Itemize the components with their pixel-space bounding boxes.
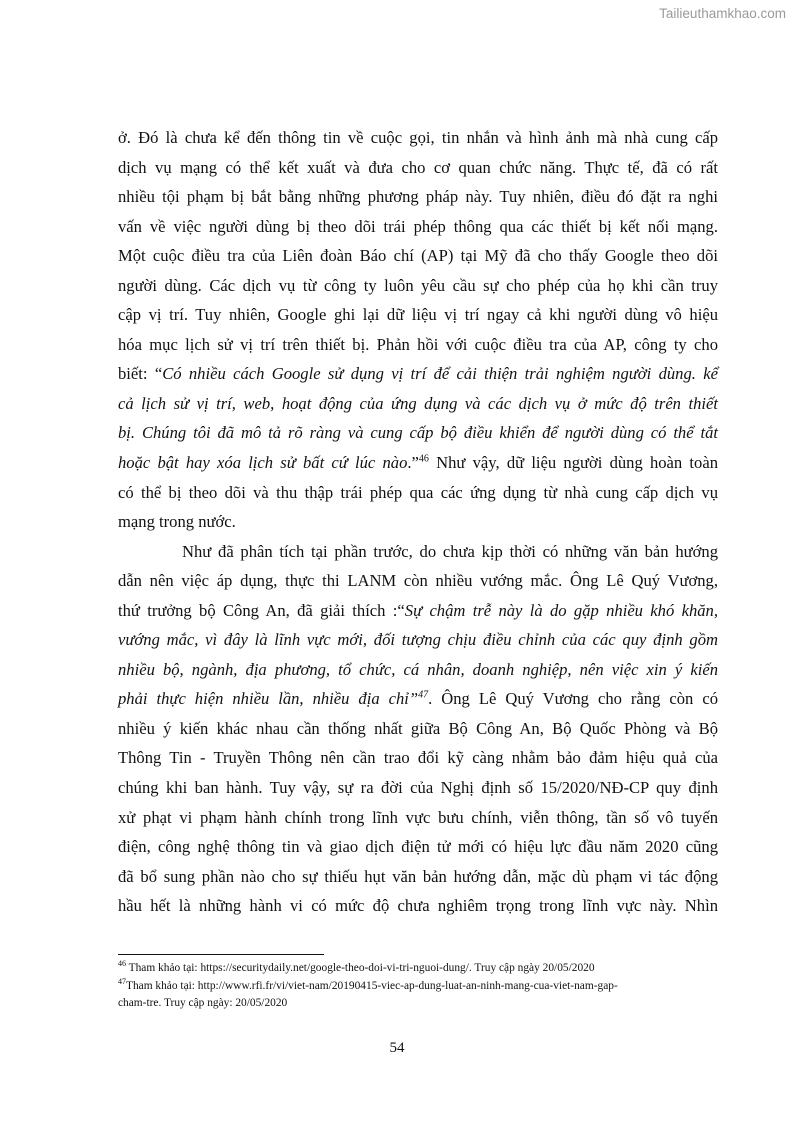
text-line: điện, công nghệ thông tin và giao dịch điện tử mới có hiệu lực đầu năm 2020 cũng — [118, 837, 718, 857]
text-line: ở. Đó là chưa kể đến thông tin về cuộc gọi, tin nhắn và hình ảnh mà nhà cung cấp — [118, 128, 718, 147]
footnote-number: 46 — [118, 959, 126, 969]
text-line: dẫn nên việc áp dụng, thực thi LANM còn nhiều vướng mắc. Ông Lê Quý Vương, — [118, 571, 718, 591]
text-line — [118, 359, 718, 389]
text-run: thứ trưởng bộ Công An, đã giải thích :“ — [118, 600, 405, 620]
text-run: .” — [407, 453, 419, 473]
text-run: biết: “ — [118, 364, 163, 384]
footnote-text: Tham khảo tại: http://www.rfi.fr/vi/viet-nam/20190415-viec-ap-dung-luat-an-ninh-mang-cua-viet-nam-gap- — [126, 979, 618, 992]
quoted-text-line: vướng mắc, vì đây là lĩnh vực mới, đối tượng chịu điều chỉnh của các quy định gồm — [118, 630, 718, 650]
text-line: nhiều tội phạm bị bắt bằng những phương pháp này. Tuy nhiên, điều đó đặt ra nghi — [118, 187, 718, 207]
footnote-47 — [118, 978, 722, 996]
text-line: xử phạt vi phạm hành chính trong lĩnh vực bưu chính, viễn thông, tần số vô tuyến — [118, 807, 718, 827]
text-line: cập vị trí. Tuy nhiên, Google ghi lại dữ liệu vị trí ngay cả khi người dùng vô hiệu — [118, 305, 718, 325]
quoted-text-line: bị. Chúng tôi đã mô tả rõ ràng và cung cấp bộ điều khiển để người dùng có thể tắt — [118, 423, 718, 443]
footnotes — [118, 960, 722, 1013]
text-line: hóa mục lịch sử vị trí trên thiết bị. Phản hồi với cuộc điều tra của AP, công ty cho — [118, 334, 718, 354]
text-line — [118, 596, 718, 626]
paragraph-2 — [118, 537, 718, 921]
footnote-ref-46[interactable]: 46 — [418, 453, 429, 465]
footnote-46 — [118, 960, 722, 978]
text-line: nhiều ý kiến khác nhau cần thống nhất giữa Bộ Công An, Bộ Quốc Phòng và Bộ — [118, 718, 718, 738]
text-line: vấn về việc người dùng bị theo dõi trái phép thông qua các thiết bị kết nối mạng. — [118, 216, 718, 236]
footnote-text: Tham khảo tại: https://securitydaily.net/google-theo-doi-vi-tri-nguoi-dung/. Truy cập ngày 20/05/2020 — [126, 962, 595, 974]
quoted-text: Sự chậm trễ này là do gặp nhiều khó khăn, — [404, 600, 718, 620]
footnote-separator — [118, 954, 324, 955]
quoted-text: hoặc bật hay xóa lịch sử bất cứ lúc nào — [118, 453, 408, 473]
text-line: đã bổ sung phần nào cho sự thiếu hụt văn bản hướng dẫn, mặc dù phạm vi tác động — [118, 866, 718, 886]
page-number: 54 — [389, 1040, 405, 1056]
watermark-text: Tailieuthamkhao.com — [659, 6, 786, 21]
text-line: dịch vụ mạng có thể kết xuất và đưa cho cơ quan chức năng. Thực tế, đã có rất — [118, 157, 718, 177]
text-line: có thể bị theo dõi và thu thập trái phép qua các ứng dụng từ nhà cung cấp dịch vụ — [118, 482, 718, 502]
text-run: Như vậy, dữ liệu người dùng hoàn toàn — [428, 453, 718, 473]
quoted-text: Có nhiều cách Google sử dụng vị trí để cải thiện trải nghiệm người dùng. kể — [162, 364, 718, 384]
text-line — [118, 448, 718, 478]
text-line: người dùng. Các dịch vụ từ công ty luôn yêu cầu sự cho phép của họ khi cần truy — [118, 275, 718, 295]
text-line: chúng khi ban hành. Tuy vậy, sự ra đời của Nghị định số 15/2020/NĐ-CP quy định — [118, 778, 718, 798]
text-line: Như đã phân tích tại phần trước, do chưa kịp thời có những văn bản hướng — [182, 541, 718, 561]
text-line — [118, 684, 718, 714]
text-line: Thông Tin - Truyền Thông nên cần trao đổi kỹ càng nhằm bảo đảm hiệu quả của — [118, 748, 718, 768]
text-line: hầu hết là những hành vi có mức độ chưa nghiêm trọng trong lĩnh vực này. Nhìn — [118, 896, 718, 916]
footnote-47-continued: cham-tre. Truy cập ngày: 20/05/2020 — [118, 997, 288, 1009]
footnote-number: 47 — [118, 976, 126, 986]
paragraph-1 — [118, 123, 718, 537]
quoted-text: phải thực hiện nhiều lần, nhiều địa chỉ” — [118, 689, 419, 709]
quoted-text-line: nhiều bộ, ngành, địa phương, tổ chức, cá nhân, doanh nghiệp, nên việc xin ý kiến — [118, 659, 718, 679]
body-text — [118, 123, 718, 921]
quoted-text-line: cả lịch sử vị trí, web, hoạt động của ứng dụng và các dịch vụ ở mức độ trên thiết — [118, 393, 718, 413]
text-line: mạng trong nước. — [118, 512, 236, 532]
footnote-ref-47[interactable]: 47 — [418, 689, 429, 701]
text-line: Một cuộc điều tra của Liên đoàn Báo chí (AP) tại Mỹ đã cho thấy Google theo dõi — [118, 246, 718, 266]
text-run: . Ông Lê Quý Vương cho rằng còn có — [428, 689, 718, 709]
